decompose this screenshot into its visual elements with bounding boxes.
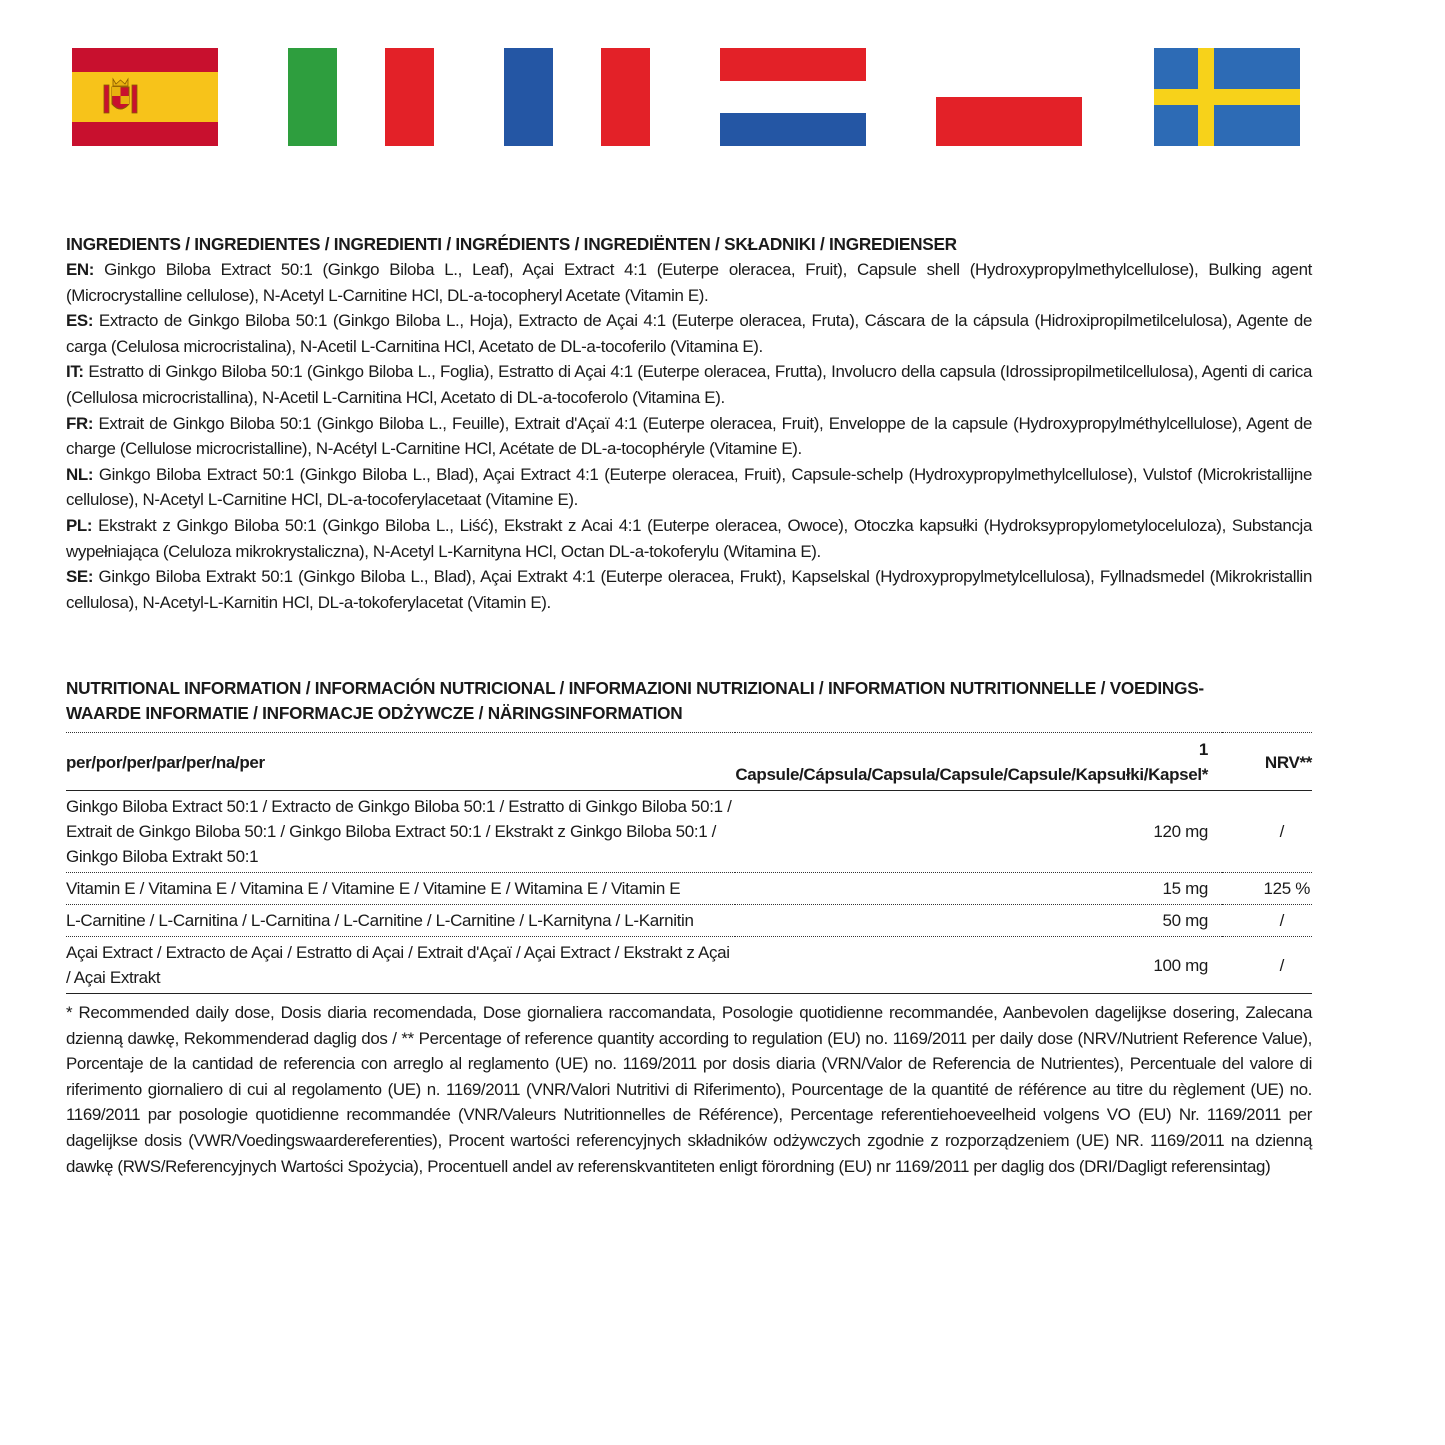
- header-nrv: NRV**: [1222, 733, 1312, 791]
- italy-flag-icon: [288, 48, 434, 146]
- nutrient-name: [66, 791, 735, 873]
- ingredients-text: Extrait de Ginkgo Biloba 50:1 (Ginkgo Biloba L., Feuille), Extrait d'Açaï 4:1 (Euterpe oleracea, Fruit), Enveloppe de la capsule (Hydroxypropylméthylcellulose), Agent de charge (Cellulose microcristalline), N-Acétyl L-Carnitine HCl, Acétate de DL-a-tocophéryle (Vitamine E).: [66, 413, 1312, 459]
- nutrition-table: [66, 732, 1312, 994]
- language-code: FR:: [66, 413, 94, 433]
- nutrition-title-line2: WAARDE INFORMATIE / INFORMACJE ODŻYWCZE / NÄRINGSINFORMATION: [66, 703, 683, 723]
- flags-row: [0, 48, 1445, 148]
- nutrition-title: [66, 676, 1312, 726]
- footnote: * Recommended daily dose, Dosis diaria recomendada, Dose giornaliera raccomandata, Posologie quotidienne recommandée, Aanbevolen dagelijkse dosering, Zalecana dzienną dawkę, Rekommenderad daglig dos / ** Percentage of reference quantity according to regulation (EU) no. 1169/2011 per daily dose (NRV/Nutrient Reference Value), Porcentaje de la cantidad de referencia con arreglo al reglamento (UE) no. 1169/2011 por dosis diaria (VRN/Valor de Referencia de Nutrientes), Percentuale del valore di riferimento giornaliero di cui al regolamento (UE) n. 1169/2011 (VNR/Valori Nutritivi di Riferimento), Pourcentage de la quantité de référence au titre du règlement (UE) no. 1169/2011 par posologie quotidienne recommandée (VNR/Valeurs Nutritionnelles de Référence), Percentage referentiehoeveelheid volgens VO (EU) Nr. 1169/2011 per dagelijkse dosis (VWR/Voedingswaardereferenties), Procent wartości referencyjnych składników odżywczych zgodnie z rozporządzeniem (UE) NR. 1169/2011 na dzienną dawkę (RWS/Referencyjnych Wartości Spożycia), Procentuell andel av referenskvantiteten enligt förordning (EU) nr 1169/2011 per daglig dos (DRI/Dagligt referensintag): [66, 1003, 1312, 1176]
- ingredients-it: [66, 359, 1312, 410]
- nutrient-name: L-Carnitine / L-Carnitina / L-Carnitina / L-Carnitine / L-Carnitine / L-Karnityna / L-Karnitin: [66, 905, 735, 937]
- ingredients-title: INGREDIENTS / INGREDIENTES / INGREDIENTI / INGRÉDIENTS / INGREDIËNTEN / SKŁADNIKI / INGREDIENSER: [66, 234, 957, 254]
- poland-flag-icon: [936, 48, 1082, 146]
- nutrition-title-line1: NUTRITIONAL INFORMATION / INFORMACIÓN NUTRICIONAL / INFORMAZIONI NUTRIZIONALI / INFORMATION NUTRITIONNELLE / VOEDINGS-: [66, 678, 1204, 698]
- language-code: NL:: [66, 464, 94, 484]
- netherlands-flag-icon: [720, 48, 866, 146]
- ingredients-text: Ginkgo Biloba Extract 50:1 (Ginkgo Biloba L., Leaf), Açai Extract 4:1 (Euterpe oleracea, Fruit), Capsule shell (Hydroxypropylmethylcellulose), Bulking agent (Microcrystalline cellulose), N-Acetyl L-Carnitine HCl, DL-a-tocopheryl Acetate (Vitamin E).: [66, 260, 1312, 305]
- ingredients-es: [66, 308, 1312, 359]
- ingredients-section: [66, 232, 1312, 615]
- header-per: per/por/per/par/per/na/per: [66, 733, 735, 791]
- ingredients-pl: [66, 513, 1312, 564]
- nutrient-nrv: 125 %: [1222, 873, 1312, 905]
- france-flag-icon: [504, 48, 650, 146]
- nutrition-section: [66, 676, 1312, 1179]
- table-row: [66, 905, 1312, 937]
- nutrient-nrv: /: [1222, 905, 1312, 937]
- nutrient-amount: 120 mg: [735, 791, 1222, 873]
- language-code: IT:: [66, 362, 84, 382]
- nutrient-amount: 50 mg: [735, 905, 1222, 937]
- nutrient-name: Açai Extract / Extracto de Açai / Estratto di Açai / Extrait d'Açaï / Açai Extract / Ekstrakt z Açai / Açai Extrakt: [66, 937, 735, 994]
- nutrient-name: Vitamin E / Vitamina E / Vitamina E / Vitamine E / Vitamine E / Witamina E / Vitamin E: [66, 873, 735, 905]
- ingredients-se: [66, 564, 1312, 615]
- ingredients-text: Extracto de Ginkgo Biloba 50:1 (Ginkgo Biloba L., Hoja), Extracto de Açai 4:1 (Euterpe oleracea, Fruta), Cáscara de la cápsula (Hidroxipropilmetilcelulosa), Agente de carga (Celulosa microcristalina), N-Acetil L-Carnitina HCl, Acetato de DL-a-tocoferilo (Vitamina E).: [66, 311, 1312, 356]
- table-row: [66, 937, 1312, 994]
- header-amount: 1 Capsule/Cápsula/Capsula/Capsule/Capsule/Kapsułki/Kapsel*: [735, 733, 1222, 791]
- language-code: ES:: [66, 311, 94, 331]
- nutrient-name-line1: Ginkgo Biloba Extract 50:1 / Extracto de Ginkgo Biloba 50:1 / Estratto di Ginkgo Biloba 50:1 /: [66, 797, 732, 816]
- sweden-flag-icon: [1154, 48, 1300, 146]
- table-header-row: [66, 733, 1312, 791]
- ingredients-text: Ginkgo Biloba Extrakt 50:1 (Ginkgo Biloba L., Blad), Açai Extrakt 4:1 (Euterpe oleracea, Frukt), Kapselskal (Hydroxypropylmetylcellulosa), Fyllnadsmedel (Mikrokristallin cellulosa), N-Acetyl-L-Karnitin HCl, DL-a-tokoferylacetat (Vitamin E).: [66, 567, 1312, 612]
- table-row: [66, 791, 1312, 873]
- language-code: SE:: [66, 567, 94, 587]
- nutrient-amount: 15 mg: [735, 873, 1222, 905]
- nutrient-nrv: /: [1222, 791, 1312, 873]
- language-code: EN:: [66, 260, 95, 279]
- ingredients-nl: [66, 462, 1312, 513]
- table-row: [66, 873, 1312, 905]
- nutrient-amount: 100 mg: [735, 937, 1222, 994]
- ingredients-fr: [66, 411, 1312, 462]
- language-code: PL:: [66, 515, 93, 535]
- ingredients-en: [66, 257, 1312, 308]
- ingredients-text: Ekstrakt z Ginkgo Biloba 50:1 (Ginkgo Biloba L., Liść), Ekstrakt z Acai 4:1 (Euterpe oleracea, Owoce), Otoczka kapsułki (Hydroksypropylometyloceluloza), Substancja wypełniająca (Celuloza mikrokrystaliczna), N-Acetyl L-Karnityna HCl, Octan DL-a-tokoferylu (Witamina E).: [66, 515, 1312, 561]
- nutrient-name-line2: Extrait de Ginkgo Biloba 50:1 / Ginkgo Biloba Extract 50:1 / Ekstrakt z Ginkgo Biloba 50:1 / Ginkgo Biloba Extrakt 50:1: [66, 822, 717, 866]
- nutrient-nrv: /: [1222, 937, 1312, 994]
- ingredients-text: Estratto di Ginkgo Biloba 50:1 (Ginkgo Biloba L., Foglia), Estratto di Açai 4:1 (Euterpe oleracea, Frutta), Involucro della capsula (Idrossipropilmetilcellulosa), Agenti di carica (Cellulosa microcristallina), N-Acetil L-Carnitina HCl, Acetato di DL-a-tocoferolo (Vitamina E).: [66, 362, 1312, 407]
- spain-flag-icon: [72, 48, 218, 146]
- ingredients-text: Ginkgo Biloba Extract 50:1 (Ginkgo Biloba L., Blad), Açai Extract 4:1 (Euterpe oleracea, Fruit), Capsule-schelp (Hydroxypropylmethylcellulose), Vulstof (Microkristallijne cellulose), N-Acetyl L-Carnitine HCl, DL-a-tocoferylacetaat (Vitamine E).: [66, 464, 1312, 510]
